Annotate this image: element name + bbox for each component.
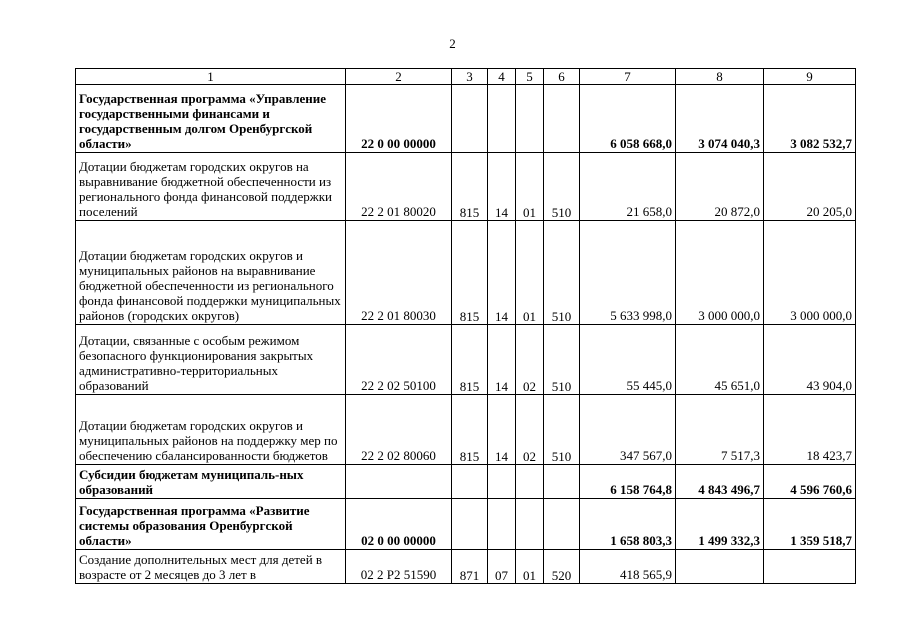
row-value-8: 3 000 000,0 — [676, 221, 764, 325]
row-c5 — [516, 465, 544, 499]
table-row — [76, 395, 856, 465]
row-code — [346, 465, 452, 499]
row-c4: 07 — [488, 550, 516, 584]
column-header: 5 — [516, 69, 544, 85]
row-c3: 871 — [452, 550, 488, 584]
row-c3: 815 — [452, 221, 488, 325]
row-name: Дотации бюджетам городских округов и муниципальных районов на выравнивание бюджетной обеспеченности из регионального фонда финансовой поддержки муниципальных районов (городских округов) — [76, 221, 346, 325]
row-code: 22 0 00 00000 — [346, 85, 452, 153]
row-c6: 510 — [544, 153, 580, 221]
row-code: 22 2 01 80020 — [346, 153, 452, 221]
row-value-7: 6 058 668,0 — [580, 85, 676, 153]
row-c5: 01 — [516, 153, 544, 221]
row-name: Субсидии бюджетам муниципаль-ных образований — [76, 465, 346, 499]
row-c6: 510 — [544, 395, 580, 465]
row-value-9: 20 205,0 — [764, 153, 856, 221]
table-row — [76, 499, 856, 550]
row-value-9: 43 904,0 — [764, 325, 856, 395]
column-header: 7 — [580, 69, 676, 85]
row-value-9: 3 082 532,7 — [764, 85, 856, 153]
column-header: 9 — [764, 69, 856, 85]
table-row — [76, 550, 856, 584]
row-c4 — [488, 465, 516, 499]
row-code: 22 2 02 50100 — [346, 325, 452, 395]
row-c3 — [452, 499, 488, 550]
row-name: Государственная программа «Развитие системы образования Оренбургской области» — [76, 499, 346, 550]
row-value-7: 55 445,0 — [580, 325, 676, 395]
page-number: 2 — [449, 36, 456, 51]
row-value-8: 3 074 040,3 — [676, 85, 764, 153]
column-header: 8 — [676, 69, 764, 85]
row-c3 — [452, 465, 488, 499]
row-c5: 01 — [516, 550, 544, 584]
row-c4 — [488, 85, 516, 153]
row-value-9: 18 423,7 — [764, 395, 856, 465]
table-row — [76, 85, 856, 153]
row-value-7: 1 658 803,3 — [580, 499, 676, 550]
row-c3: 815 — [452, 153, 488, 221]
row-c5: 02 — [516, 325, 544, 395]
row-value-9: 3 000 000,0 — [764, 221, 856, 325]
row-value-7: 6 158 764,8 — [580, 465, 676, 499]
row-c5: 01 — [516, 221, 544, 325]
row-value-7: 21 658,0 — [580, 153, 676, 221]
row-name: Дотации бюджетам городских округов и муниципальных районов на поддержку мер по обеспечению сбалансированности бюджетов — [76, 395, 346, 465]
row-c5 — [516, 499, 544, 550]
row-code: 02 0 00 00000 — [346, 499, 452, 550]
row-c6: 510 — [544, 221, 580, 325]
row-c4: 14 — [488, 153, 516, 221]
table-row — [76, 325, 856, 395]
row-c4: 14 — [488, 221, 516, 325]
column-header: 6 — [544, 69, 580, 85]
row-c4 — [488, 499, 516, 550]
column-header: 4 — [488, 69, 516, 85]
row-code: 22 2 02 80060 — [346, 395, 452, 465]
row-c5: 02 — [516, 395, 544, 465]
row-c3 — [452, 85, 488, 153]
row-name: Дотации бюджетам городских округов на выравнивание бюджетной обеспеченности из регионального фонда финансовой поддержки поселений — [76, 153, 346, 221]
row-c6 — [544, 465, 580, 499]
row-value-7: 418 565,9 — [580, 550, 676, 584]
row-name: Дотации, связанные с особым режимом безопасного функционирования закрытых административно-территориальных образований — [76, 325, 346, 395]
row-c6: 510 — [544, 325, 580, 395]
row-value-9: 1 359 518,7 — [764, 499, 856, 550]
row-c3: 815 — [452, 395, 488, 465]
row-value-8: 45 651,0 — [676, 325, 764, 395]
column-header-row — [76, 69, 856, 85]
row-code: 22 2 01 80030 — [346, 221, 452, 325]
row-value-8: 7 517,3 — [676, 395, 764, 465]
table-row — [76, 153, 856, 221]
budget-table — [75, 68, 856, 584]
row-name: Государственная программа «Управление государственными финансами и государственным долгом Оренбургской области» — [76, 85, 346, 153]
row-value-7: 347 567,0 — [580, 395, 676, 465]
row-value-8 — [676, 550, 764, 584]
row-name: Создание дополнительных мест для детей в возрасте от 2 месяцев до 3 лет в — [76, 550, 346, 584]
column-header: 3 — [452, 69, 488, 85]
row-code: 02 2 P2 51590 — [346, 550, 452, 584]
row-c4: 14 — [488, 395, 516, 465]
table-row — [76, 465, 856, 499]
row-value-9: 4 596 760,6 — [764, 465, 856, 499]
row-c4: 14 — [488, 325, 516, 395]
row-c3: 815 — [452, 325, 488, 395]
row-value-9 — [764, 550, 856, 584]
row-c6: 520 — [544, 550, 580, 584]
table-row — [76, 221, 856, 325]
row-c6 — [544, 499, 580, 550]
column-header: 1 — [76, 69, 346, 85]
column-header: 2 — [346, 69, 452, 85]
row-c6 — [544, 85, 580, 153]
row-value-8: 20 872,0 — [676, 153, 764, 221]
row-value-8: 4 843 496,7 — [676, 465, 764, 499]
row-c5 — [516, 85, 544, 153]
row-value-7: 5 633 998,0 — [580, 221, 676, 325]
row-value-8: 1 499 332,3 — [676, 499, 764, 550]
